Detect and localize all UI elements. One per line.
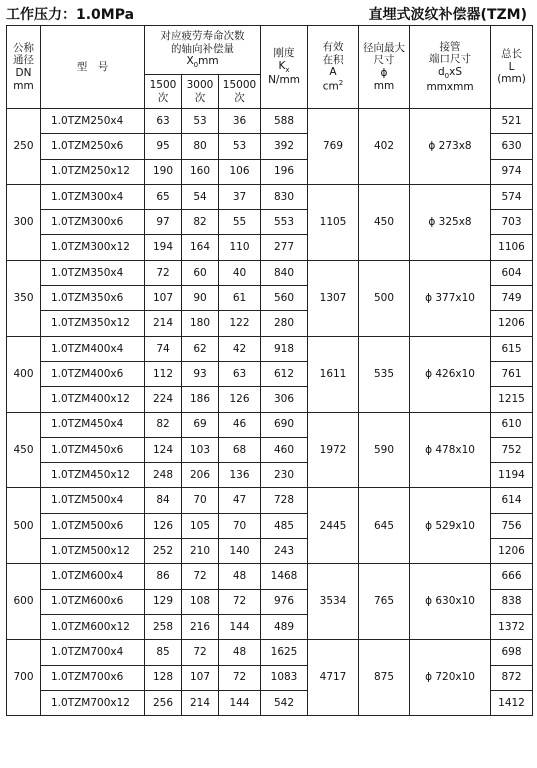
life-3000-cell: 180 xyxy=(182,311,219,336)
model-cell: 1.0TZM600x6 xyxy=(41,589,145,614)
model-cell: 1.0TZM600x4 xyxy=(41,564,145,589)
life-15000-cell: 48 xyxy=(219,564,261,589)
life-3000-cell: 82 xyxy=(182,210,219,235)
header-length: 总长 L (mm) xyxy=(491,26,533,109)
pipe-end-cell: ϕ 325x8 xyxy=(410,184,491,260)
area-cell: 2445 xyxy=(308,488,359,564)
model-cell: 1.0TZM300x6 xyxy=(41,210,145,235)
model-cell: 1.0TZM250x6 xyxy=(41,134,145,159)
life-1500-cell: 85 xyxy=(145,640,182,665)
dn-cell: 450 xyxy=(7,412,41,488)
life-15000-cell: 110 xyxy=(219,235,261,260)
max-radial-cell: 875 xyxy=(359,640,410,716)
area-cell: 4717 xyxy=(308,640,359,716)
life-15000-cell: 70 xyxy=(219,513,261,538)
life-3000-cell: 186 xyxy=(182,387,219,412)
length-cell: 1106 xyxy=(491,235,533,260)
life-3000-cell: 93 xyxy=(182,361,219,386)
length-cell: 1372 xyxy=(491,614,533,639)
table-row xyxy=(7,184,533,209)
stiffness-cell: 277 xyxy=(261,235,308,260)
life-15000-cell: 37 xyxy=(219,184,261,209)
dn-cell: 700 xyxy=(7,640,41,716)
life-3000-cell: 108 xyxy=(182,589,219,614)
stiffness-cell: 485 xyxy=(261,513,308,538)
header-displacement: 对应疲劳寿命次数 的轴向补偿量 $X_0mm$ xyxy=(145,26,261,75)
dn-cell: 250 xyxy=(7,109,41,185)
length-cell: 698 xyxy=(491,640,533,665)
model-cell: 1.0TZM450x4 xyxy=(41,412,145,437)
model-cell: 1.0TZM400x4 xyxy=(41,336,145,361)
stiffness-cell: 918 xyxy=(261,336,308,361)
length-cell: 604 xyxy=(491,260,533,285)
life-3000-cell: 210 xyxy=(182,539,219,564)
max-radial-cell: 590 xyxy=(359,412,410,488)
life-3000-cell: 54 xyxy=(182,184,219,209)
life-3000-cell: 53 xyxy=(182,109,219,134)
model-cell: 1.0TZM700x4 xyxy=(41,640,145,665)
life-1500-cell: 95 xyxy=(145,134,182,159)
pipe-end-cell: ϕ 529x10 xyxy=(410,488,491,564)
table-row xyxy=(7,260,533,285)
pipe-end-cell: ϕ 377x10 xyxy=(410,260,491,336)
stiffness-cell: 588 xyxy=(261,109,308,134)
max-radial-cell: 535 xyxy=(359,336,410,412)
model-cell: 1.0TZM700x6 xyxy=(41,665,145,690)
table-row xyxy=(7,412,533,437)
model-cell: 1.0TZM500x4 xyxy=(41,488,145,513)
life-1500-cell: 190 xyxy=(145,159,182,184)
life-15000-cell: 53 xyxy=(219,134,261,159)
length-cell: 610 xyxy=(491,412,533,437)
stiffness-cell: 728 xyxy=(261,488,308,513)
stiffness-cell: 830 xyxy=(261,184,308,209)
length-cell: 974 xyxy=(491,159,533,184)
life-15000-cell: 63 xyxy=(219,361,261,386)
life-15000-cell: 48 xyxy=(219,640,261,665)
length-cell: 1194 xyxy=(491,463,533,488)
header-life-1500: 1500 次 xyxy=(145,75,182,109)
stiffness-cell: 690 xyxy=(261,412,308,437)
max-radial-cell: 645 xyxy=(359,488,410,564)
max-radial-cell: 500 xyxy=(359,260,410,336)
life-1500-cell: 252 xyxy=(145,539,182,564)
life-1500-cell: 74 xyxy=(145,336,182,361)
life-15000-cell: 68 xyxy=(219,437,261,462)
length-cell: 1412 xyxy=(491,690,533,715)
life-3000-cell: 160 xyxy=(182,159,219,184)
life-1500-cell: 129 xyxy=(145,589,182,614)
life-1500-cell: 107 xyxy=(145,286,182,311)
dn-cell: 600 xyxy=(7,564,41,640)
life-3000-cell: 105 xyxy=(182,513,219,538)
model-cell: 1.0TZM350x4 xyxy=(41,260,145,285)
life-3000-cell: 103 xyxy=(182,437,219,462)
pipe-end-cell: ϕ 273x8 xyxy=(410,109,491,185)
stiffness-cell: 840 xyxy=(261,260,308,285)
length-cell: 1215 xyxy=(491,387,533,412)
table-row xyxy=(7,564,533,589)
life-15000-cell: 55 xyxy=(219,210,261,235)
model-cell: 1.0TZM600x12 xyxy=(41,614,145,639)
life-3000-cell: 206 xyxy=(182,463,219,488)
area-cell: 3534 xyxy=(308,564,359,640)
length-cell: 756 xyxy=(491,513,533,538)
life-3000-cell: 69 xyxy=(182,412,219,437)
life-1500-cell: 97 xyxy=(145,210,182,235)
life-15000-cell: 42 xyxy=(219,336,261,361)
length-cell: 521 xyxy=(491,109,533,134)
life-1500-cell: 224 xyxy=(145,387,182,412)
life-15000-cell: 72 xyxy=(219,589,261,614)
stiffness-cell: 230 xyxy=(261,463,308,488)
life-1500-cell: 72 xyxy=(145,260,182,285)
model-cell: 1.0TZM250x12 xyxy=(41,159,145,184)
life-3000-cell: 72 xyxy=(182,564,219,589)
length-cell: 761 xyxy=(491,361,533,386)
model-cell: 1.0TZM400x6 xyxy=(41,361,145,386)
life-3000-cell: 72 xyxy=(182,640,219,665)
life-3000-cell: 216 xyxy=(182,614,219,639)
header-model: 型 号 xyxy=(41,26,145,109)
length-cell: 1206 xyxy=(491,311,533,336)
max-radial-cell: 402 xyxy=(359,109,410,185)
model-cell: 1.0TZM300x4 xyxy=(41,184,145,209)
area-cell: 1611 xyxy=(308,336,359,412)
model-cell: 1.0TZM350x6 xyxy=(41,286,145,311)
stiffness-cell: 280 xyxy=(261,311,308,336)
life-15000-cell: 126 xyxy=(219,387,261,412)
pipe-end-cell: ϕ 630x10 xyxy=(410,564,491,640)
stiffness-cell: 553 xyxy=(261,210,308,235)
life-1500-cell: 258 xyxy=(145,614,182,639)
working-pressure-label: 工作压力：1.0MPa xyxy=(6,7,135,23)
model-cell: 1.0TZM250x4 xyxy=(41,109,145,134)
model-cell: 1.0TZM500x12 xyxy=(41,539,145,564)
life-3000-cell: 70 xyxy=(182,488,219,513)
life-1500-cell: 214 xyxy=(145,311,182,336)
dn-cell: 300 xyxy=(7,184,41,260)
table-title: 直埋式波纹补偿器(TZM) xyxy=(368,7,527,23)
life-1500-cell: 86 xyxy=(145,564,182,589)
length-cell: 752 xyxy=(491,437,533,462)
dn-cell: 500 xyxy=(7,488,41,564)
model-cell: 1.0TZM300x12 xyxy=(41,235,145,260)
stiffness-cell: 392 xyxy=(261,134,308,159)
header-life-3000: 3000 次 xyxy=(182,75,219,109)
stiffness-cell: 196 xyxy=(261,159,308,184)
table-row xyxy=(7,336,533,361)
area-cell: 1972 xyxy=(308,412,359,488)
table-row xyxy=(7,109,533,134)
life-15000-cell: 72 xyxy=(219,665,261,690)
table-row xyxy=(7,640,533,665)
dn-cell: 400 xyxy=(7,336,41,412)
length-cell: 838 xyxy=(491,589,533,614)
life-15000-cell: 136 xyxy=(219,463,261,488)
life-15000-cell: 122 xyxy=(219,311,261,336)
model-cell: 1.0TZM450x6 xyxy=(41,437,145,462)
header-life-15000: 15000 次 xyxy=(219,75,261,109)
life-15000-cell: 106 xyxy=(219,159,261,184)
life-1500-cell: 126 xyxy=(145,513,182,538)
pipe-end-cell: ϕ 478x10 xyxy=(410,412,491,488)
stiffness-cell: 1625 xyxy=(261,640,308,665)
model-cell: 1.0TZM350x12 xyxy=(41,311,145,336)
life-15000-cell: 140 xyxy=(219,539,261,564)
life-1500-cell: 194 xyxy=(145,235,182,260)
life-3000-cell: 90 xyxy=(182,286,219,311)
life-1500-cell: 128 xyxy=(145,665,182,690)
area-cell: 1307 xyxy=(308,260,359,336)
life-1500-cell: 84 xyxy=(145,488,182,513)
life-3000-cell: 107 xyxy=(182,665,219,690)
stiffness-cell: 1083 xyxy=(261,665,308,690)
table-row xyxy=(7,488,533,513)
pipe-end-cell: ϕ 720x10 xyxy=(410,640,491,716)
length-cell: 1206 xyxy=(491,539,533,564)
model-cell: 1.0TZM700x12 xyxy=(41,690,145,715)
life-1500-cell: 63 xyxy=(145,109,182,134)
stiffness-cell: 612 xyxy=(261,361,308,386)
header-stiffness: 刚度 $K_x$ N/mm xyxy=(261,26,308,109)
life-3000-cell: 214 xyxy=(182,690,219,715)
life-15000-cell: 47 xyxy=(219,488,261,513)
life-3000-cell: 164 xyxy=(182,235,219,260)
dn-cell: 350 xyxy=(7,260,41,336)
life-1500-cell: 248 xyxy=(145,463,182,488)
stiffness-cell: 1468 xyxy=(261,564,308,589)
max-radial-cell: 765 xyxy=(359,564,410,640)
life-15000-cell: 40 xyxy=(219,260,261,285)
stiffness-cell: 976 xyxy=(261,589,308,614)
stiffness-cell: 306 xyxy=(261,387,308,412)
length-cell: 630 xyxy=(491,134,533,159)
length-cell: 614 xyxy=(491,488,533,513)
life-15000-cell: 144 xyxy=(219,614,261,639)
life-1500-cell: 256 xyxy=(145,690,182,715)
model-cell: 1.0TZM450x12 xyxy=(41,463,145,488)
length-cell: 666 xyxy=(491,564,533,589)
pipe-end-cell: ϕ 426x10 xyxy=(410,336,491,412)
life-3000-cell: 60 xyxy=(182,260,219,285)
life-15000-cell: 46 xyxy=(219,412,261,437)
life-15000-cell: 61 xyxy=(219,286,261,311)
header-pipe-end: 接管 端口尺寸 $d_0xS$ mmxmm xyxy=(410,26,491,109)
header-dn: 公称 通径 DN mm xyxy=(7,26,41,109)
model-cell: 1.0TZM500x6 xyxy=(41,513,145,538)
life-1500-cell: 124 xyxy=(145,437,182,462)
length-cell: 703 xyxy=(491,210,533,235)
length-cell: 749 xyxy=(491,286,533,311)
life-1500-cell: 65 xyxy=(145,184,182,209)
max-radial-cell: 450 xyxy=(359,184,410,260)
life-15000-cell: 144 xyxy=(219,690,261,715)
life-3000-cell: 80 xyxy=(182,134,219,159)
life-3000-cell: 62 xyxy=(182,336,219,361)
stiffness-cell: 460 xyxy=(261,437,308,462)
stiffness-cell: 560 xyxy=(261,286,308,311)
length-cell: 574 xyxy=(491,184,533,209)
header-effective-area: 有效 在积 A $cm^2$ xyxy=(308,26,359,109)
life-15000-cell: 36 xyxy=(219,109,261,134)
life-1500-cell: 112 xyxy=(145,361,182,386)
area-cell: 1105 xyxy=(308,184,359,260)
spec-table xyxy=(6,25,533,716)
model-cell: 1.0TZM400x12 xyxy=(41,387,145,412)
life-1500-cell: 82 xyxy=(145,412,182,437)
stiffness-cell: 243 xyxy=(261,539,308,564)
area-cell: 769 xyxy=(308,109,359,185)
length-cell: 872 xyxy=(491,665,533,690)
header-max-radial: 径向最大 尺寸 ϕ mm xyxy=(359,26,410,109)
stiffness-cell: 542 xyxy=(261,690,308,715)
stiffness-cell: 489 xyxy=(261,614,308,639)
length-cell: 615 xyxy=(491,336,533,361)
